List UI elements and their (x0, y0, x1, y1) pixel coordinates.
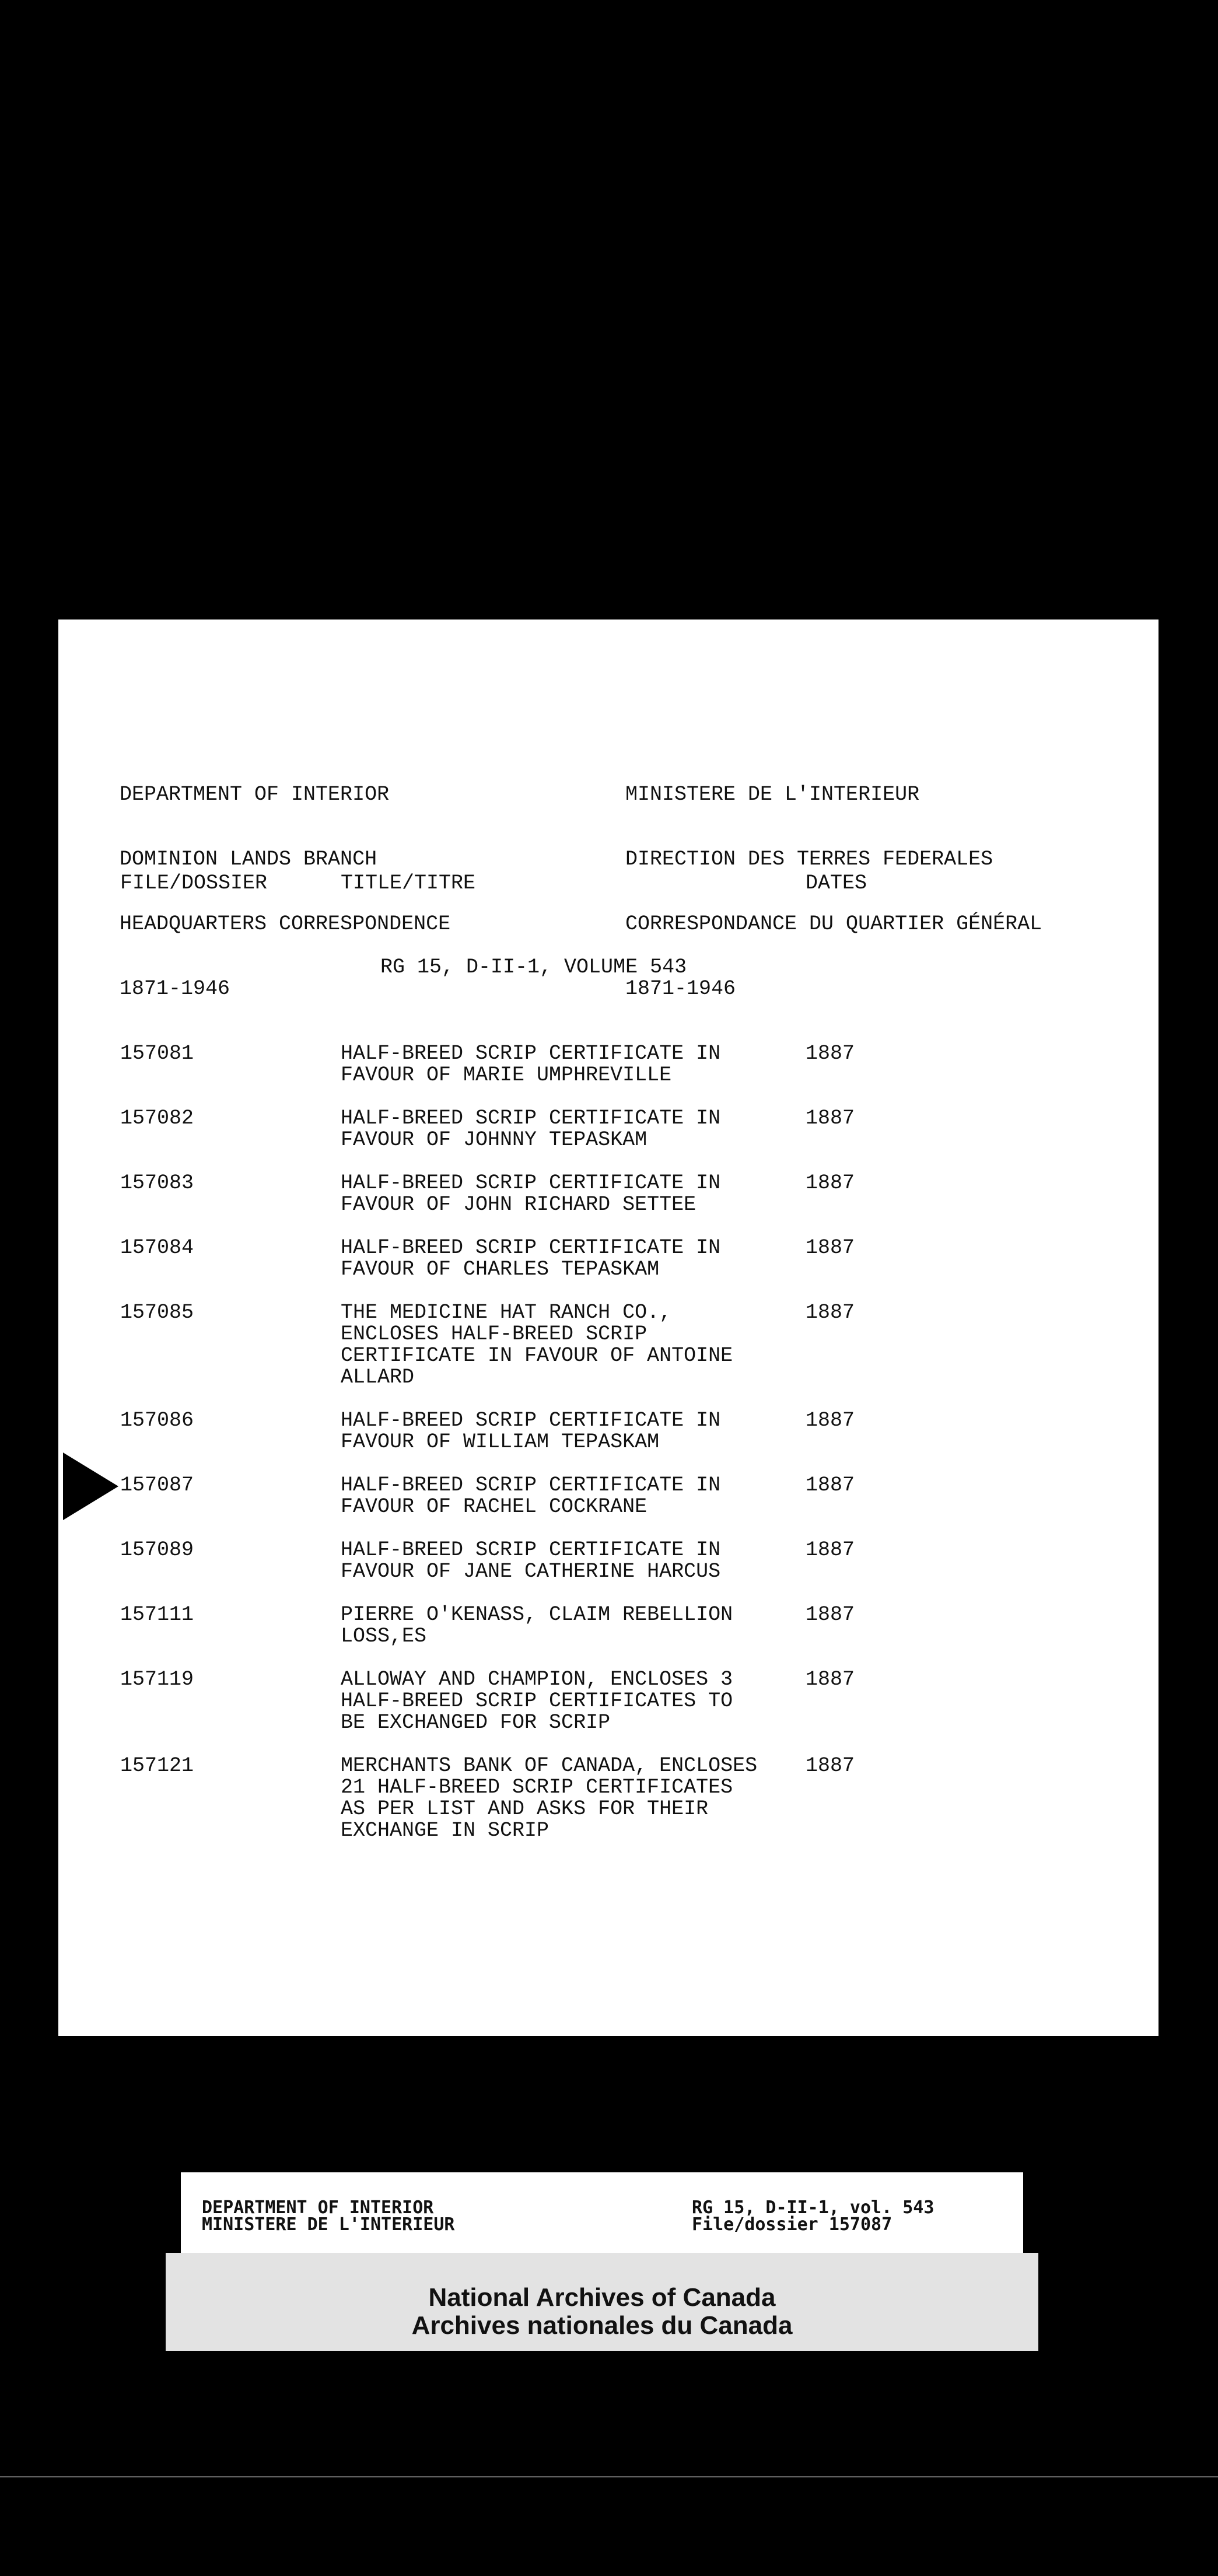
entry-date: 1887 (806, 1603, 855, 1626)
header-en-line: HEADQUARTERS CORRESPONDENCE (120, 912, 451, 936)
entry-title: ALLOWAY AND CHAMPION, ENCLOSES 3 HALF-BREED SCRIP CERTIFICATES TO BE EXCHANGED FOR SCRIP (341, 1668, 733, 1734)
entry-title: HALF-BREED SCRIP CERTIFICATE IN FAVOUR OF WILLIAM TEPASKAM (341, 1409, 721, 1454)
entry-date: 1887 (806, 1042, 855, 1065)
entry-title: HALF-BREED SCRIP CERTIFICATE IN FAVOUR OF JOHNNY TEPASKAM (341, 1107, 721, 1152)
archives-banner (166, 2253, 1038, 2351)
file-number: 157081 (120, 1042, 194, 1065)
label-reference: RG 15, D-II-1, vol. 543 (692, 2197, 935, 2218)
entry-date: 1887 (806, 1171, 855, 1195)
header-en-line: 1871-1946 (120, 977, 230, 1000)
archive-label (181, 2172, 1023, 2253)
entry-title: HALF-BREED SCRIP CERTIFICATE IN FAVOUR OF JANE CATHERINE HARCUS (341, 1538, 721, 1583)
entry-date: 1887 (806, 1409, 855, 1432)
header-fr-line: MINISTERE DE L'INTERIEUR (625, 783, 920, 806)
header-en-line: DOMINION LANDS BRANCH (120, 848, 377, 871)
entry-title: PIERRE O'KENASS, CLAIM REBELLION LOSS,ES (341, 1603, 733, 1648)
label-dept-fr: MINISTERE DE L'INTERIEUR (202, 2214, 455, 2235)
file-number: 157082 (120, 1107, 194, 1130)
entry-title: HALF-BREED SCRIP CERTIFICATE IN FAVOUR OF JOHN RICHARD SETTEE (341, 1171, 721, 1216)
entry-title: HALF-BREED SCRIP CERTIFICATE IN FAVOUR OF CHARLES TEPASKAM (341, 1236, 721, 1281)
header-fr-line: DIRECTION DES TERRES FEDERALES (625, 848, 993, 871)
header-fr-line: 1871-1946 (625, 977, 736, 1000)
file-number: 157119 (120, 1668, 194, 1691)
column-header-dates: DATES (806, 872, 867, 895)
column-header-file: FILE/DOSSIER (120, 872, 268, 895)
archives-name-en: National Archives of Canada (428, 2283, 776, 2312)
label-file: File/dossier 157087 (692, 2214, 892, 2235)
label-dept-en: DEPARTMENT OF INTERIOR (202, 2197, 434, 2218)
entry-date: 1887 (806, 1107, 855, 1130)
selection-pointer-icon (63, 1452, 118, 1520)
file-number: 157084 (120, 1236, 194, 1259)
file-number: 157083 (120, 1171, 194, 1195)
entry-date: 1887 (806, 1236, 855, 1259)
header-en-line: DEPARTMENT OF INTERIOR (120, 783, 390, 806)
entry-date: 1887 (806, 1668, 855, 1691)
entry-date: 1887 (806, 1538, 855, 1562)
header-fr-line: CORRESPONDANCE DU QUARTIER GÉNÉRAL (625, 912, 1042, 936)
divider (0, 2476, 1218, 2477)
file-number: 157085 (120, 1301, 194, 1324)
column-header-title: TITLE/TITRE (341, 872, 476, 895)
entry-title: HALF-BREED SCRIP CERTIFICATE IN FAVOUR OF RACHEL COCKRANE (341, 1474, 721, 1518)
file-number: 157089 (120, 1538, 194, 1562)
file-number: 157121 (120, 1754, 194, 1777)
entry-title: MERCHANTS BANK OF CANADA, ENCLOSES 21 HALF-BREED SCRIP CERTIFICATES AS PER LIST AND ASKS FOR THEIR EXCHANGE IN SCRIP (341, 1754, 758, 1842)
file-number: 157086 (120, 1409, 194, 1432)
entry-date: 1887 (806, 1301, 855, 1324)
entry-title: HALF-BREED SCRIP CERTIFICATE IN FAVOUR OF MARIE UMPHREVILLE (341, 1042, 721, 1087)
volume-reference: RG 15, D-II-1, VOLUME 543 (380, 956, 687, 979)
file-number: 157087 (120, 1474, 194, 1497)
document-page (58, 620, 1158, 2036)
file-number: 157111 (120, 1603, 194, 1626)
entry-date: 1887 (806, 1754, 855, 1777)
entry-title: THE MEDICINE HAT RANCH CO., ENCLOSES HALF-BREED SCRIP CERTIFICATE IN FAVOUR OF ANTOINE ALLARD (341, 1301, 733, 1389)
archives-name-fr: Archives nationales du Canada (411, 2311, 793, 2340)
entry-date: 1887 (806, 1474, 855, 1497)
